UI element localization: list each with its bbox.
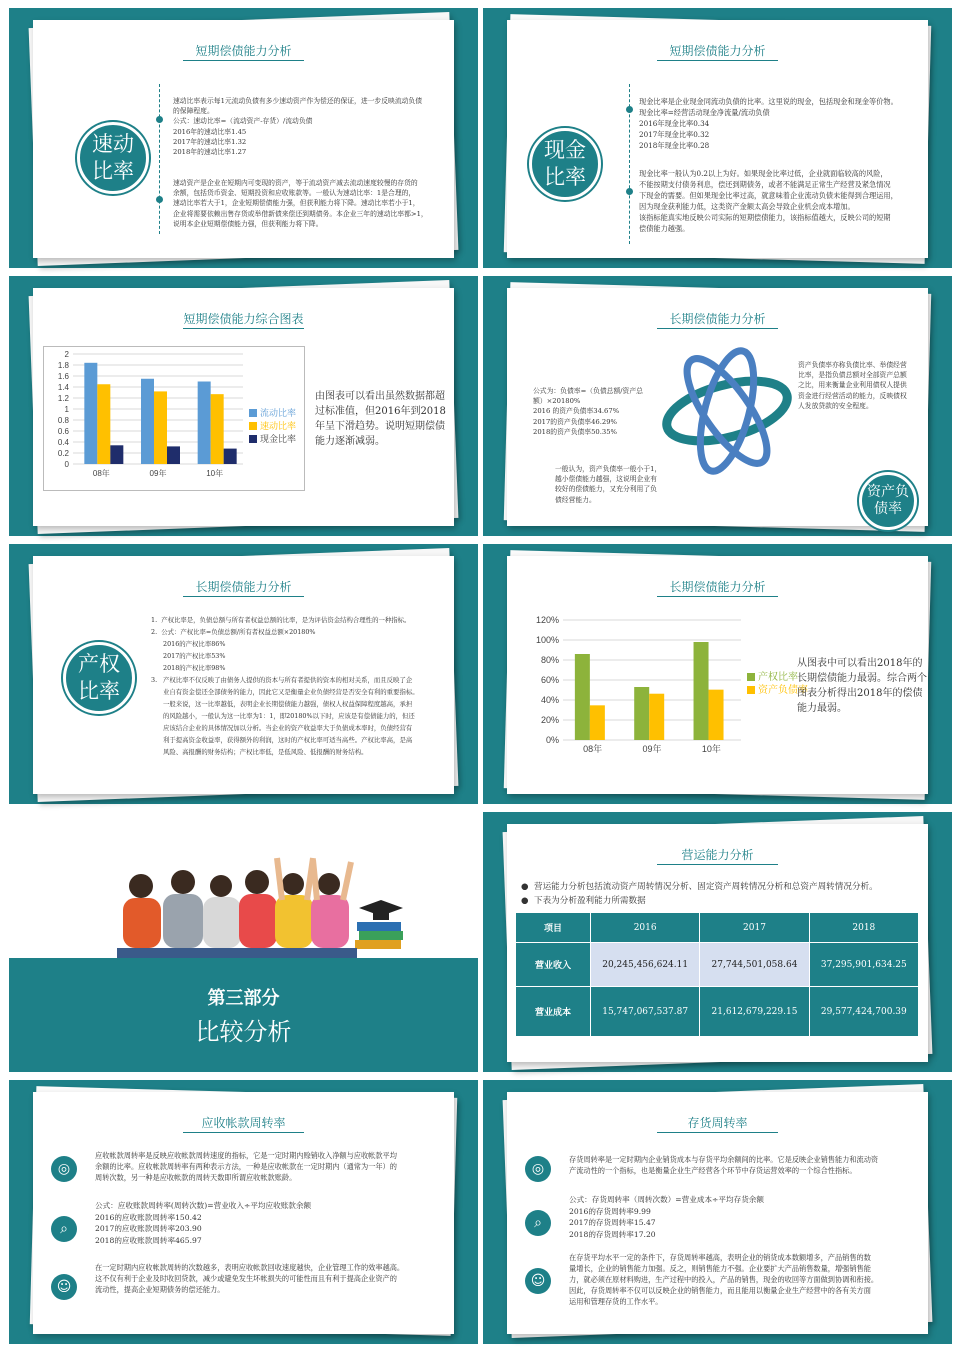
- x-tick-label: 09年: [642, 744, 662, 754]
- text-line: 过标准值，但2016年到2018: [315, 406, 446, 417]
- text-line: 2016的应收账款周转率150.42: [95, 1212, 202, 1222]
- timeline-dot: [156, 196, 163, 203]
- long-term-bar-chart: [519, 614, 808, 774]
- list-number: 2.: [151, 628, 158, 636]
- bar: [154, 391, 167, 464]
- text-line: 长期偿债能力最弱。综合两个: [797, 673, 927, 684]
- timeline-dot: [156, 116, 163, 123]
- row-label: 营业成本: [516, 987, 591, 1037]
- bar: [634, 687, 649, 740]
- note-block: [555, 464, 685, 505]
- text-line: 的保障程度。: [173, 107, 214, 116]
- list-text: [163, 674, 419, 758]
- text-line: 的风险越小，一般认为这一比率为1：1，即20180%以下时，应该是有偿债能力的，但还: [163, 712, 415, 720]
- legend-label: 资产负债率: [758, 685, 808, 696]
- topic-circle: [77, 122, 149, 194]
- slide-short-term-chart[interactable]: [9, 276, 478, 536]
- search-icon: ⌕: [51, 1216, 77, 1242]
- bar: [224, 449, 237, 464]
- ratio-bar-chart: [43, 346, 305, 491]
- table-cell: 27,744,501,058.64: [700, 943, 809, 987]
- text-line: 2018的应收账款周转率465.97: [95, 1235, 202, 1245]
- y-tick-label: 1.2: [57, 394, 69, 403]
- text-line: 额）×20180%: [533, 397, 581, 406]
- text-line: 量增长，企业的销售能力加强。反之，则销售能力不强。企业要扩大产品销售数量，增强销售能: [569, 1264, 871, 1273]
- paper: [33, 288, 454, 526]
- y-tick-label: 0.6: [57, 427, 69, 436]
- text-line: 人发放贷款的安全程度。: [798, 401, 873, 410]
- title-underline: [183, 596, 304, 597]
- text-line: 速动比率若大于1，企业短期偿债能力强，但获利能力将下降。速动比率若小于1，: [173, 199, 420, 208]
- legend-swatch: [747, 686, 755, 694]
- text-line: 从图表中可以看出2018年的: [797, 658, 923, 669]
- text-line: 能力最弱。: [797, 703, 847, 714]
- text-line: 比率，是指负债总额对全部资产总额: [798, 371, 907, 380]
- x-tick-label: 09年: [149, 469, 167, 478]
- text-line: 2016 的资产负债率34.67%: [533, 407, 620, 416]
- timeline-dot: [626, 106, 633, 113]
- numbered-list: [151, 614, 446, 758]
- table-cell: 21,612,679,229.15: [700, 987, 809, 1037]
- list-item: [151, 614, 446, 626]
- circle-line: 速动: [92, 132, 134, 156]
- circle-line: 比率: [78, 679, 120, 703]
- table-cell: 20,245,456,624.11: [591, 943, 700, 987]
- y-tick-label: 60%: [540, 675, 559, 685]
- formula-block: [533, 386, 663, 437]
- table-header: 2016: [591, 913, 700, 943]
- text-line: 资产负债率亦称负债比率、举债经营: [798, 361, 907, 369]
- slide-title: 短期偿债能力分析: [669, 44, 766, 58]
- y-tick-label: 0: [64, 460, 69, 469]
- text-line: 利于提高资金收益率，获得额外的利润，这时的产权比率可适当高些。产权比率高，是高: [163, 736, 413, 744]
- text-line: 公式：存货周转率（周转次数）=营业成本÷平均存货余额: [569, 1195, 764, 1204]
- y-tick-label: 80%: [540, 655, 559, 665]
- text-line: 2017的产权比率53%: [163, 652, 226, 660]
- text-line: 风险、高报酬的财务结构；产权比率低，是低风险、低报酬的财务结构。: [163, 748, 368, 756]
- text-line: 2018的资产负债率50.35%: [533, 427, 617, 436]
- paper: [507, 556, 928, 794]
- text-line: 速动比率表示每1元流动负债有多少速动资产作为偿还的保证，进一步反映流动负债: [173, 97, 423, 105]
- text-line: 之比，用来衡量企业利用债权人提供: [798, 381, 907, 390]
- section-subtitle: 比较分析: [195, 1018, 292, 1046]
- text-line: 资金进行经营活动的能力，反映债权: [798, 391, 907, 400]
- bar: [649, 694, 664, 740]
- paper: [33, 20, 454, 258]
- title-underline: [183, 328, 304, 329]
- x-tick-label: 10年: [701, 744, 721, 754]
- bar: [198, 382, 211, 465]
- legend-label: 现金比率: [260, 435, 297, 445]
- title-underline: [657, 864, 778, 865]
- y-tick-label: 20%: [540, 715, 559, 725]
- bar: [141, 379, 154, 464]
- bullet-item: ● 下表为分析盈利能力所需数据: [521, 896, 646, 906]
- circle-line: 债率: [874, 501, 902, 517]
- slide-debt-ratio[interactable]: [483, 276, 952, 536]
- text-line: 2018年的速动比率1.27: [173, 148, 247, 157]
- text-line: 企业将需要依赖出售存货或举借新债来偿还到期债务。本企业三年的速动比率都>1，: [173, 209, 428, 218]
- bar: [211, 394, 224, 464]
- legend-label: 流动比率: [260, 409, 297, 419]
- circle-line: 比率: [544, 165, 586, 189]
- table-row: [516, 943, 919, 987]
- text-line: 一般来说，这一比率越低，表明企业长期偿债能力越强，债权人权益保障程度越高，承担: [163, 700, 413, 708]
- year-values: [151, 638, 446, 674]
- paragraph-2: [95, 1200, 445, 1246]
- timeline-dot: [626, 188, 633, 195]
- table-header: 项目: [516, 913, 591, 943]
- x-tick-label: 10年: [206, 469, 224, 478]
- text-line: 力，就必须在原材料购进，生产过程中的投入，产品的销售，现金的收回等方面做到协调和衔接。: [569, 1275, 879, 1284]
- paragraph-1: [569, 1154, 919, 1176]
- text-line: 公式：应收账款周转率(周转次数)=营业收入÷平均应收账款余额: [95, 1201, 312, 1210]
- slide-title: 长期偿债能力分析: [669, 580, 766, 594]
- x-tick-label: 08年: [92, 469, 110, 478]
- text-line: 2016的存货周转率9.99: [569, 1206, 651, 1216]
- paper: [507, 1092, 928, 1334]
- target-icon: ◎: [525, 1156, 551, 1182]
- text-line: 2017的应收账款周转率203.90: [95, 1224, 202, 1233]
- text-line: 运用和管理存货的工作水平。: [569, 1297, 663, 1306]
- y-tick-label: 40%: [540, 695, 559, 705]
- text-line: 该指标能真实地反映公司实际的短期偿债能力，该指标值越大，反映公司的短期: [639, 213, 891, 222]
- y-tick-label: 1.4: [57, 383, 69, 392]
- text-line: 由图表可以看出虽然数据都超: [315, 391, 445, 402]
- topic-circle: [529, 128, 601, 200]
- text-line: 余额的比率。应收帐款周转率有两种表示方法，一种是应收帐款在一定时期内（通常为一年）的: [95, 1162, 397, 1171]
- legend-label: 产权比率: [758, 672, 798, 683]
- paragraph-3: [95, 1262, 445, 1295]
- chart-summary: [797, 656, 927, 716]
- text-line: 图表分析得出2018年的偿债: [797, 688, 923, 699]
- y-tick-label: 0.4: [57, 438, 69, 447]
- y-tick-label: 0.8: [57, 416, 69, 425]
- text-line: 流动性，提高企业短期债务的偿还能力。: [95, 1285, 225, 1294]
- text-line: 在存货平均水平一定的条件下，存货周转率越高，表明企业的销货成本数额增多，产品销售的数: [569, 1253, 871, 1262]
- text-line: 债经营能力。: [555, 495, 596, 504]
- atom-graphic: [647, 346, 807, 476]
- legend-swatch: [249, 435, 257, 443]
- definition-block: [798, 360, 923, 411]
- list-text: 产权比率是，负债总额与所有者权益总额的比率，是为评估资金结构合理性的一种指标。: [161, 616, 411, 624]
- people-icon: ☺: [51, 1274, 77, 1300]
- table-header-row: [516, 913, 919, 943]
- text-line: 2018的存货周转率17.20: [569, 1229, 656, 1239]
- legend-swatch: [747, 673, 755, 681]
- text-line: 年呈下滑趋势。说明短期偿债: [315, 421, 445, 432]
- list-number: 1.: [151, 616, 158, 624]
- text-line: 现金比率一般认为0.2以上为好。如果现金比率过低，企业就面临较高的风险，: [639, 169, 888, 178]
- circle-line: 资产负: [867, 484, 909, 500]
- slide-equity-ratio[interactable]: [9, 544, 478, 804]
- y-tick-label: 120%: [535, 615, 559, 625]
- text-line: 说明本企业短期偿债能力强，但获利能力将下降。: [173, 219, 323, 228]
- text-line: 2018的产权比率98%: [163, 664, 226, 672]
- text-line: 一般认为，资产负债率一般小于1，: [555, 465, 662, 473]
- bar: [110, 445, 123, 464]
- bar: [575, 654, 590, 740]
- text-line: 2017的资产负债率46.29%: [533, 417, 617, 426]
- y-tick-label: 100%: [535, 635, 559, 645]
- legend-swatch: [249, 409, 257, 417]
- text-line: 存货周转率是一定时期内企业销货成本与存货平均余额间的比率。它是反映企业销售能力和流动资: [569, 1155, 879, 1164]
- title-underline: [183, 1132, 304, 1133]
- paragraph-2: [639, 168, 924, 234]
- paragraph-1: [95, 1150, 445, 1183]
- bar: [97, 384, 110, 464]
- text-line: 在一定时期内应收帐款周转的次数越多，表明应收帐款回收速度越快，企业管理工作的效率越高。: [95, 1263, 405, 1272]
- text-line: 较好的偿债能力，又充分利用了负: [555, 485, 657, 494]
- text-line: 公式：速动比率=（流动资产-存货）/流动负债: [173, 117, 313, 126]
- list-item: [151, 626, 446, 638]
- bar: [709, 690, 724, 740]
- slide-long-term-chart[interactable]: [483, 544, 952, 804]
- text-line: 现金比率=经营活动现金净流量/流动负债: [639, 108, 770, 117]
- text-line: 应该结合企业的具体情况加以分析。当企业的资产收益率大于负债成本率时，负债经营有: [163, 724, 413, 732]
- chart-summary: [315, 389, 450, 449]
- topic-circle: [63, 642, 135, 714]
- text-line: 产流动性的一个指标，也是衡量企业生产经营各个环节中存货运营效率的一个综合性指标。: [569, 1166, 857, 1175]
- text-line: 2016的产权比率86%: [163, 640, 226, 648]
- table-cell: 29,577,424,700.39: [809, 987, 918, 1037]
- bullet-list: [521, 880, 921, 908]
- circle-line: 产权: [78, 652, 120, 676]
- list-text: 公式：产权比率=负债总额/所有者权益总额×20180%: [161, 628, 316, 636]
- slide-inventory-turnover[interactable]: [483, 1080, 952, 1344]
- title-underline: [657, 328, 778, 329]
- y-tick-label: 1.6: [57, 372, 69, 381]
- text-line: 因此，存货周转率不仅可以反映企业的销售能力，而且能用以衡量企业生产经营中的各有关方面: [569, 1286, 871, 1295]
- students-illustration: [117, 848, 417, 968]
- slide-quick-ratio[interactable]: [9, 8, 478, 268]
- bar: [694, 642, 709, 740]
- bullet-text: 营运能力分析包括流动资产周转情况分析、固定资产周转情况分析和总资产周转情况分析。: [533, 882, 878, 892]
- slide-title: 营运能力分析: [681, 848, 754, 862]
- list-number: 3.: [151, 676, 158, 684]
- bullet-item: ● 营运能力分析包括流动资产周转情况分析、固定资产周转情况分析和总资产周转情况分析。: [521, 882, 878, 892]
- paper: [33, 556, 454, 794]
- circle-line: 比率: [92, 159, 134, 183]
- text-line: 速动资产是企业在短期内可变现的资产，等于流动资产减去流动速度较慢的存货的: [173, 179, 418, 187]
- table-cell: 15,747,067,537.87: [591, 987, 700, 1037]
- legend-label: 速动比率: [260, 422, 297, 432]
- text-line: 应收帐款周转率是反映应收帐款周转速度的指标，它是一定时期内赊销收入净额与应收帐款平均: [95, 1151, 397, 1160]
- text-line: 能力逐渐减弱。: [315, 436, 385, 447]
- slide-title: 长期偿债能力分析: [195, 580, 292, 594]
- paragraph-1: [173, 96, 443, 157]
- paragraph-2: [173, 178, 443, 229]
- y-tick-label: 1.8: [57, 361, 69, 370]
- topic-circle: [859, 472, 917, 530]
- table-row: [516, 987, 919, 1037]
- timeline: [159, 84, 160, 234]
- x-tick-label: 08年: [583, 744, 603, 754]
- text-line: 下现金的需要。但如果现金比率过高，就意味着企业流动负债未能得到合理运用，: [639, 191, 898, 200]
- bar: [590, 705, 605, 740]
- text-line: 业自有资金偿还全部债务的能力，因此它又是衡量企业负债经营是否安全有利的重要指标。: [163, 688, 419, 696]
- slide-cash-ratio[interactable]: [483, 8, 952, 268]
- title-underline: [657, 60, 778, 61]
- paragraph-1: [639, 96, 924, 151]
- slide-title: 短期偿债能力综合图表: [183, 312, 304, 326]
- text-line: 2017年的速动比率1.32: [173, 137, 247, 146]
- section-title: 第三部分: [207, 988, 280, 1009]
- revenue-cost-table: [515, 912, 919, 1037]
- slide-title: 应收帐款周转率: [201, 1116, 286, 1130]
- text-line: 现金比率是企业现金同流动负债的比率。这里说的现金，包括现金和现金等价物。: [639, 97, 898, 106]
- paper: [507, 20, 928, 258]
- legend-swatch: [249, 422, 257, 430]
- text-line: 公式为：负债率=（负债总额/资产总: [533, 387, 643, 395]
- search-icon: ⌕: [525, 1210, 551, 1236]
- text-line: 偿债能力越强。: [639, 224, 690, 233]
- table-header: 2018: [809, 913, 918, 943]
- table-header: 2017: [700, 913, 809, 943]
- y-tick-label: 2: [64, 350, 69, 359]
- text-line: 因为现金获利能力低，这类资产金额太高会导致企业机会成本增加。: [639, 202, 855, 211]
- table-cell: 37,295,901,634.25: [809, 943, 918, 987]
- paper: [33, 1092, 454, 1334]
- slide-title: 长期偿债能力分析: [669, 312, 766, 326]
- text-line: 这不仅有利于企业及时收回贷款，减少或避免发生坏帐损失的可能性而且有利于提高企业资产的: [95, 1274, 397, 1283]
- paper: [507, 824, 928, 1062]
- slide-operating-ability[interactable]: [483, 812, 952, 1072]
- paragraph-2: [569, 1194, 919, 1240]
- row-label: 营业收入: [516, 943, 591, 987]
- text-line: 产权比率不仅反映了由债务人提供的资本与所有者提供的资本的相对关系，而且反映了企: [163, 676, 413, 684]
- text-line: 不能按期支付债务利息，偿还到期债务，或者不能满足正常生产经营及紧急情况: [639, 180, 891, 189]
- title-underline: [183, 60, 304, 61]
- y-tick-label: 0%: [545, 735, 559, 745]
- paper: [507, 288, 928, 526]
- list-item: [151, 674, 446, 758]
- bar: [84, 363, 97, 464]
- title-underline: [657, 1132, 778, 1133]
- slide-section-three[interactable]: [9, 812, 478, 1072]
- y-tick-label: 0.2: [57, 449, 69, 458]
- text-line: 2016年的速动比率1.45: [173, 127, 247, 136]
- bar: [167, 446, 180, 464]
- text-line: 2017的存货周转率15.47: [569, 1218, 656, 1227]
- people-icon: ☺: [525, 1268, 551, 1294]
- paragraph-3: [569, 1252, 919, 1307]
- text-line: 2016年现金比率0.34: [639, 119, 710, 128]
- slide-title: 存货周转率: [687, 1116, 748, 1130]
- text-line: 余额，包括货币资金、短期投资和应收账款等。一般认为速动比率：1是合理的，: [173, 189, 416, 198]
- text-line: 周转次数，另一种是应收帐款的周转天数即所谓应收帐款账龄。: [95, 1173, 297, 1182]
- y-tick-label: 1: [64, 405, 69, 414]
- slide-receivable-turnover[interactable]: [9, 1080, 478, 1344]
- circle-line: 现金: [544, 138, 586, 162]
- text-line: 越小偿债能力越强，这说明企业有: [555, 475, 657, 484]
- bullet-text: 下表为分析盈利能力所需数据: [533, 896, 646, 906]
- text-line: 2018年现金比率0.28: [639, 141, 710, 150]
- slide-title: 短期偿债能力分析: [195, 44, 292, 58]
- text-line: 2017年现金比率0.32: [639, 130, 710, 139]
- target-icon: ◎: [51, 1156, 77, 1182]
- title-underline: [657, 596, 778, 597]
